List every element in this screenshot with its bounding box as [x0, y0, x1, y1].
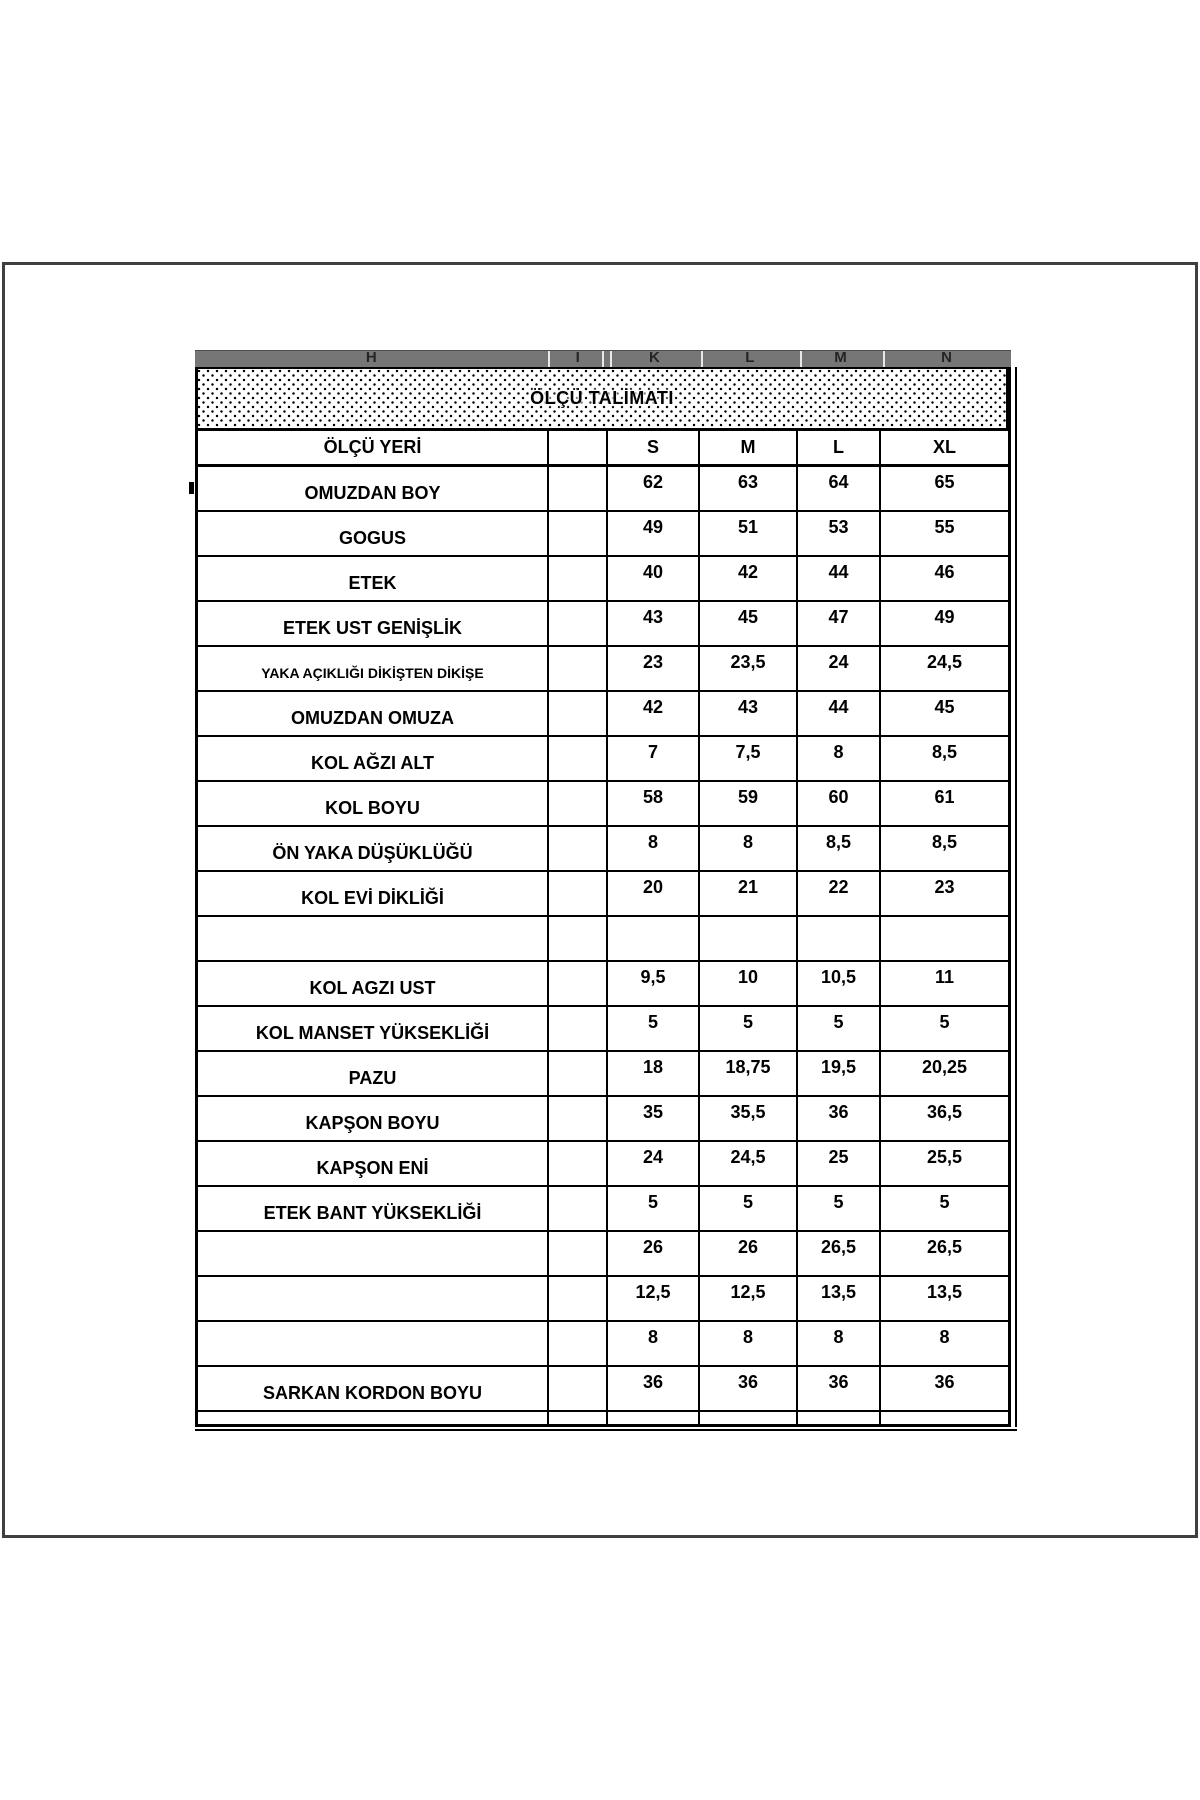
size-value-cell [798, 917, 881, 962]
spacer-cell [549, 467, 608, 512]
empty-cell [881, 1412, 1008, 1424]
size-value-cell: 13,5 [798, 1277, 881, 1322]
size-value-cell: 46 [881, 557, 1008, 602]
size-value-cell: 19,5 [798, 1052, 881, 1097]
column-separator-tick [800, 351, 802, 367]
size-value-cell: 49 [881, 602, 1008, 647]
column-letter: N [941, 350, 952, 366]
spacer-cell [549, 737, 608, 782]
header-size-cell: L [798, 431, 881, 467]
size-value-cell: 8,5 [798, 827, 881, 872]
empty-cell [608, 1412, 700, 1424]
measure-name-cell: KOL AGZI UST [198, 962, 549, 1007]
size-value-cell: 24,5 [881, 647, 1008, 692]
size-value-cell: 23 [881, 872, 1008, 917]
size-value-cell: 23,5 [700, 647, 798, 692]
column-separator-tick [602, 351, 604, 367]
measure-name-cell [198, 917, 549, 962]
size-value-cell: 43 [608, 602, 700, 647]
spacer-cell [549, 1232, 608, 1277]
column-letter: I [575, 350, 580, 366]
measure-name-cell: ETEK BANT YÜKSEKLİĞİ [198, 1187, 549, 1232]
size-value-cell: 5 [700, 1007, 798, 1052]
spacer-cell [549, 1007, 608, 1052]
table-outer-right-edge [1015, 367, 1017, 1427]
column-letter: H [365, 350, 377, 366]
column-letter: K [648, 350, 660, 366]
size-value-cell: 10,5 [798, 962, 881, 1007]
size-value-cell: 18 [608, 1052, 700, 1097]
size-value-cell: 12,5 [608, 1277, 700, 1322]
measure-name-cell: OMUZDAN BOY [198, 467, 549, 512]
measure-name-cell: KOL BOYU [198, 782, 549, 827]
measure-name-cell: ÖN YAKA DÜŞÜKLÜĞÜ [198, 827, 549, 872]
spacer-cell [549, 1367, 608, 1412]
size-value-cell: 10 [700, 962, 798, 1007]
size-value-cell: 23 [608, 647, 700, 692]
size-value-cell: 36 [798, 1367, 881, 1412]
measure-name-cell: KOL EVİ DİKLİĞİ [198, 872, 549, 917]
spacer-cell [549, 1097, 608, 1142]
size-value-cell: 36,5 [881, 1097, 1008, 1142]
size-value-cell: 24,5 [700, 1142, 798, 1187]
size-value-cell: 8 [798, 737, 881, 782]
size-value-cell: 8 [608, 1322, 700, 1367]
measure-name-cell: SARKAN KORDON BOYU [198, 1367, 549, 1412]
size-value-cell: 43 [700, 692, 798, 737]
size-value-cell: 63 [700, 467, 798, 512]
size-value-cell: 45 [700, 602, 798, 647]
measure-name-cell: ETEK UST GENİŞLİK [198, 602, 549, 647]
spacer-cell [549, 602, 608, 647]
spacer-cell [549, 1187, 608, 1232]
size-value-cell: 5 [798, 1187, 881, 1232]
measure-name-cell: PAZU [198, 1052, 549, 1097]
size-value-cell: 36 [700, 1367, 798, 1412]
empty-cell [700, 1412, 798, 1424]
size-value-cell: 8 [881, 1322, 1008, 1367]
spreadsheet-column-bar [195, 350, 1011, 367]
spacer-cell [549, 827, 608, 872]
measure-name-cell: GOGUS [198, 512, 549, 557]
measurement-sheet [195, 350, 1011, 1427]
header-size-cell: S [608, 431, 700, 467]
size-value-cell: 25,5 [881, 1142, 1008, 1187]
size-value-cell: 62 [608, 467, 700, 512]
size-value-cell [608, 917, 700, 962]
size-value-cell: 8 [700, 1322, 798, 1367]
size-value-cell: 40 [608, 557, 700, 602]
size-value-cell: 18,75 [700, 1052, 798, 1097]
size-table [195, 367, 1011, 1427]
size-value-cell: 65 [881, 467, 1008, 512]
size-value-cell: 20,25 [881, 1052, 1008, 1097]
header-size-cell: XL [881, 431, 1008, 467]
size-value-cell: 26 [608, 1232, 700, 1277]
size-value-cell: 53 [798, 512, 881, 557]
spacer-cell [549, 917, 608, 962]
size-value-cell: 42 [608, 692, 700, 737]
spacer-cell [549, 647, 608, 692]
spacer-cell [549, 557, 608, 602]
spacer-cell [549, 782, 608, 827]
measure-name-cell: YAKA AÇIKLIĞI DİKİŞTEN DİKİŞE [198, 647, 549, 692]
size-value-cell: 5 [798, 1007, 881, 1052]
size-value-cell: 5 [608, 1007, 700, 1052]
column-letter: M [834, 350, 847, 366]
size-value-cell: 8 [700, 827, 798, 872]
column-separator-tick [701, 351, 703, 367]
spacer-cell [549, 692, 608, 737]
size-value-cell: 5 [608, 1187, 700, 1232]
size-value-cell: 22 [798, 872, 881, 917]
size-value-cell: 47 [798, 602, 881, 647]
column-separator-tick [610, 351, 612, 367]
size-value-cell: 26,5 [798, 1232, 881, 1277]
spacer-cell [549, 1277, 608, 1322]
size-value-cell: 25 [798, 1142, 881, 1187]
size-value-cell: 45 [881, 692, 1008, 737]
size-value-cell: 64 [798, 467, 881, 512]
empty-cell [549, 1412, 608, 1424]
size-value-cell: 21 [700, 872, 798, 917]
spacer-cell [549, 1142, 608, 1187]
measure-name-cell [198, 1277, 549, 1322]
measure-name-cell: KOL MANSET YÜKSEKLİĞİ [198, 1007, 549, 1052]
size-value-cell: 26 [700, 1232, 798, 1277]
size-value-cell: 49 [608, 512, 700, 557]
header-size-cell: M [700, 431, 798, 467]
size-value-cell: 5 [881, 1007, 1008, 1052]
measure-name-cell: OMUZDAN OMUZA [198, 692, 549, 737]
column-letter: L [745, 350, 755, 366]
size-value-cell: 8 [798, 1322, 881, 1367]
size-value-cell: 11 [881, 962, 1008, 1007]
size-value-cell: 5 [881, 1187, 1008, 1232]
size-value-cell: 61 [881, 782, 1008, 827]
spacer-cell [549, 1322, 608, 1367]
spacer-cell [549, 512, 608, 557]
size-value-cell: 12,5 [700, 1277, 798, 1322]
size-value-cell: 7,5 [700, 737, 798, 782]
empty-cell [198, 1412, 549, 1424]
measure-name-cell [198, 1322, 549, 1367]
spacer-cell [549, 1052, 608, 1097]
table-outer-bottom-edge [195, 1429, 1017, 1431]
column-separator-tick [548, 351, 550, 367]
size-value-cell: 24 [798, 647, 881, 692]
size-value-cell: 5 [700, 1187, 798, 1232]
measure-name-cell: KAPŞON BOYU [198, 1097, 549, 1142]
size-value-cell: 9,5 [608, 962, 700, 1007]
size-value-cell [700, 917, 798, 962]
size-value-cell: 44 [798, 692, 881, 737]
measure-name-cell: KAPŞON ENİ [198, 1142, 549, 1187]
spacer-cell [549, 962, 608, 1007]
table-title: ÖLÇÜ TALİMATI [530, 388, 674, 408]
size-value-cell: 59 [700, 782, 798, 827]
size-value-cell: 13,5 [881, 1277, 1008, 1322]
measure-name-cell [198, 1232, 549, 1277]
size-value-cell: 60 [798, 782, 881, 827]
row-marker-artifact [189, 482, 194, 494]
size-value-cell: 51 [700, 512, 798, 557]
header-spacer-cell [549, 431, 608, 467]
size-value-cell: 26,5 [881, 1232, 1008, 1277]
size-value-cell [881, 917, 1008, 962]
size-value-cell: 35,5 [700, 1097, 798, 1142]
table-title-cell [198, 369, 1008, 431]
size-value-cell: 8,5 [881, 737, 1008, 782]
size-value-cell: 24 [608, 1142, 700, 1187]
size-value-cell: 35 [608, 1097, 700, 1142]
size-value-cell: 36 [798, 1097, 881, 1142]
size-value-cell: 55 [881, 512, 1008, 557]
size-value-cell: 8 [608, 827, 700, 872]
measure-name-cell: ETEK [198, 557, 549, 602]
spacer-cell [549, 872, 608, 917]
header-measure-place: ÖLÇÜ YERİ [198, 431, 549, 467]
size-value-cell: 44 [798, 557, 881, 602]
measure-name-cell: KOL AĞZI ALT [198, 737, 549, 782]
size-value-cell: 58 [608, 782, 700, 827]
empty-cell [798, 1412, 881, 1424]
size-value-cell: 36 [881, 1367, 1008, 1412]
column-separator-tick [883, 351, 885, 367]
size-value-cell: 42 [700, 557, 798, 602]
size-value-cell: 36 [608, 1367, 700, 1412]
size-value-cell: 8,5 [881, 827, 1008, 872]
size-value-cell: 20 [608, 872, 700, 917]
size-value-cell: 7 [608, 737, 700, 782]
